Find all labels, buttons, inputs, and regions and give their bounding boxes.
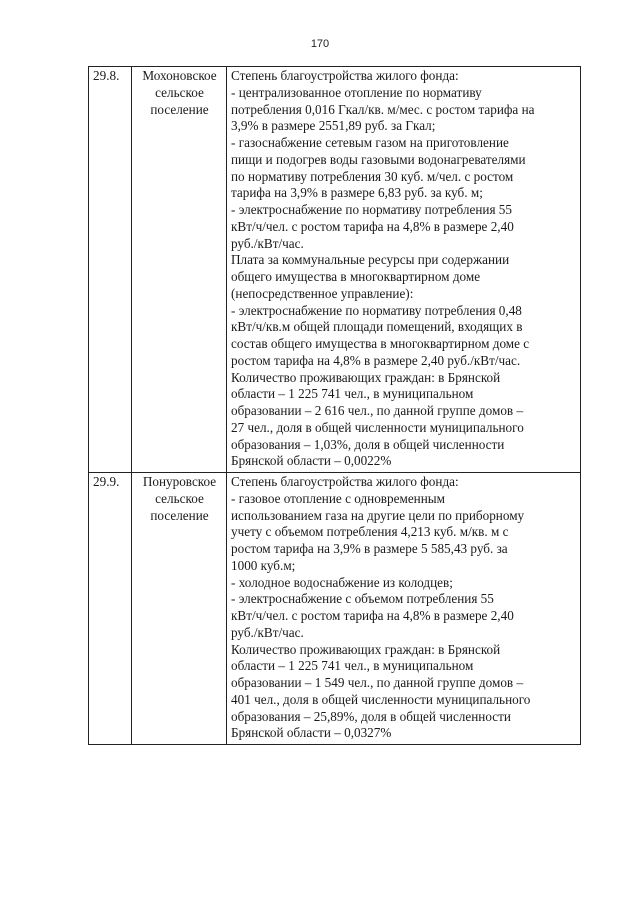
settlement-name-line: сельское	[155, 84, 204, 100]
row-number: 29.8.	[89, 67, 132, 473]
settlement-name-line: Понуровское	[142, 474, 217, 489]
description-line: ростом тарифа на 4,8% в размере 2,40 руб./кВт/час.	[231, 352, 521, 368]
description-line: Степень благоустройства жилого фонда:	[231, 474, 459, 489]
description-line: кВт/ч/чел. с ростом тарифа на 4,8% в размере 2,40	[231, 218, 514, 234]
row-number: 29.9.	[89, 473, 132, 745]
description-line: образовании – 2 616 чел., по данной группе домов –	[231, 403, 524, 418]
description-line: Количество проживающих граждан: в Брянской	[231, 369, 501, 385]
description-line: - газоснабжение сетевым газом на приготовление	[231, 135, 509, 150]
description-line: 3,9% в размере 2551,89 руб. за Гкал;	[231, 118, 436, 134]
description-line: - электроснабжение с объемом потребления 55	[231, 591, 494, 607]
description-line: Количество проживающих граждан: в Брянской	[231, 641, 501, 657]
description-line: Брянской области – 0,0022%	[231, 453, 392, 469]
description-line: - газовое отопление с одновременным	[231, 490, 445, 506]
description-line: использованием газа на другие цели по приборному	[231, 507, 525, 523]
description-line: Брянской области – 0,0327%	[231, 725, 392, 741]
description-line: - электроснабжение по нормативу потребления 0,48	[231, 302, 522, 318]
description-line: Плата за коммунальные ресурсы при содержании	[231, 252, 510, 268]
settlement-name-line: Мохоновское	[142, 68, 217, 83]
description-line: состав общего имущества в многоквартирном доме с	[231, 336, 530, 351]
settlement-name	[132, 473, 227, 745]
description	[227, 67, 581, 473]
description-line: тарифа на 3,9% в размере 6,83 руб. за куб. м;	[231, 185, 483, 201]
description-line: образовании – 1 549 чел., по данной группе домов –	[231, 675, 524, 690]
description-line: (непосредственное управление):	[231, 285, 414, 301]
description-line: потребления 0,016 Гкал/кв. м/мес. с ростом тарифа на	[231, 101, 535, 117]
description-line: общего имущества в многоквартирном доме	[231, 269, 481, 284]
table-body	[89, 67, 581, 745]
description-line: кВт/ч/чел. с ростом тарифа на 4,8% в размере 2,40	[231, 608, 514, 623]
description-line: области – 1 225 741 чел., в муниципальном	[231, 658, 474, 674]
settlement-name	[132, 67, 227, 473]
settlement-name-line: поселение	[150, 101, 209, 117]
description-line: - холодное водоснабжение из колодцев;	[231, 574, 453, 590]
description-line: 1000 куб.м;	[231, 557, 296, 573]
description	[227, 473, 581, 745]
tariff-table	[88, 66, 581, 745]
settlement-name-line: сельское	[155, 490, 204, 506]
description-line: ростом тарифа на 3,9% в размере 5 585,43 руб. за	[231, 541, 508, 556]
description-line: по нормативу потребления 30 куб. м/чел. с ростом	[231, 168, 514, 184]
description-line: образования – 1,03%, доля в общей численности	[231, 436, 505, 452]
description-line: руб./кВт/час.	[231, 235, 304, 251]
description-line: 401 чел., доля в общей численности муниципального	[231, 691, 531, 707]
settlement-name-line: поселение	[150, 507, 209, 523]
description-line: кВт/ч/кв.м общей площади помещений, входящих в	[231, 319, 523, 335]
description-line: Степень благоустройства жилого фонда:	[231, 68, 459, 83]
description-line: 27 чел., доля в общей численности муниципального	[231, 419, 524, 435]
table-row	[89, 67, 581, 473]
description-line: области – 1 225 741 чел., в муниципальном	[231, 386, 474, 402]
description-line: пищи и подогрев воды газовыми водонагревателями	[231, 151, 526, 167]
page-number: 170	[310, 38, 330, 50]
description-line: руб./кВт/час.	[231, 624, 304, 640]
description-line: - электроснабжение по нормативу потребления 55	[231, 202, 512, 217]
description-line: учету с объемом потребления 4,213 куб. м/кв. м с	[231, 524, 509, 540]
description-line: - централизованное отопление по нормативу	[231, 84, 482, 100]
table-row	[89, 473, 581, 745]
description-line: образования – 25,89%, доля в общей численности	[231, 708, 511, 724]
